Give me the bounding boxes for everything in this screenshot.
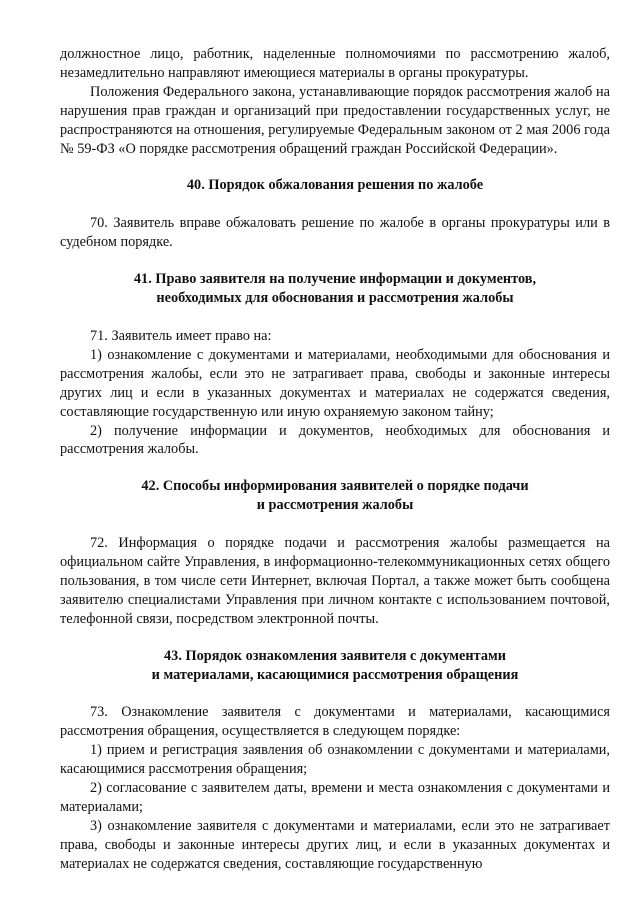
paragraph-73-item-1: 1) прием и регистрация заявления об ознакомлении с документами и материалами, касающимися рассмотрения обращения; [60,742,610,778]
section-title-line: 42. Способы информирования заявителей о порядке подачи [141,478,529,495]
paragraph-71-item-2: 2) получение информации и документов, необходимых для обоснования и рассмотрения жалобы. [60,422,610,458]
section-title-line: и рассмотрения жалобы [256,497,414,514]
section-title-42 [60,477,610,515]
section-title-line: и материалами, касающимися рассмотрения обращения [151,666,519,683]
paragraph-71-item-1: 1) ознакомление с документами и материалами, необходимыми для обоснования и рассмотрения жалобы, если это не затрагивает права, свободы и законные интересы других лиц и если в указанных документах и материалах не содержатся сведения, составляющие государственную или иную охраняемую законом тайну; [60,346,610,420]
section-title-line: 41. Право заявителя на получение информации и документов, [133,271,537,288]
paragraph-73-item-3: 3) ознакомление заявителя с документами и материалами, если это не затрагивает права, свободы и законные интересы других лиц, и если в указанных документах и материалах не содержатся сведения, составляющие государственную [60,817,610,872]
paragraph-continuation: должностное лицо, работник, наделенные полномочиями по рассмотрению жалоб, незамедлительно направляют имеющиеся материалы в органы прокуратуры. [60,46,610,81]
paragraph-73-item-2: 2) согласование с заявителем даты, времени и места ознакомления с документами и материалами; [60,780,610,815]
paragraph-federal-law-note: Положения Федерального закона, устанавливающие порядок рассмотрения жалоб на нарушения прав граждан и организаций при предоставлении государственных услуг, не распространяются на отношения, регулируемые Федеральным законом от 2 мая 2006 года № 59-ФЗ «О порядке рассмотрения обращений граждан Российской Федерации». [60,83,610,157]
section-title-43 [60,647,610,685]
paragraph-70: 70. Заявитель вправе обжаловать решение по жалобе в органы прокуратуры или в судебном порядке. [60,215,610,251]
section-title-line: 40. Порядок обжалования решения по жалобе [186,177,484,194]
paragraph-72: 72. Информация о порядке подачи и рассмотрения жалобы размещается на официальном сайте Управления, в информационно-телекоммуникационных сетях общего пользования, в том числе сети Интернет, включая Портал, а также может быть сообщена заявителю специалистами Управления при личном контакте с использованием почтовой, телефонной связи, посредством электронной почты. [60,535,610,627]
paragraph-73: 73. Ознакомление заявителя с документами и материалами, касающимися рассмотрения обращения, осуществляется в следующем порядке: [60,704,610,740]
document-body [60,45,610,874]
section-title-41 [60,270,610,308]
section-title-line: 43. Порядок ознакомления заявителя с документами [164,647,506,664]
section-title-line: необходимых для обоснования и рассмотрения жалобы [156,290,514,307]
paragraph-71: 71. Заявитель имеет право на: [90,327,272,344]
section-title-40 [60,176,610,195]
